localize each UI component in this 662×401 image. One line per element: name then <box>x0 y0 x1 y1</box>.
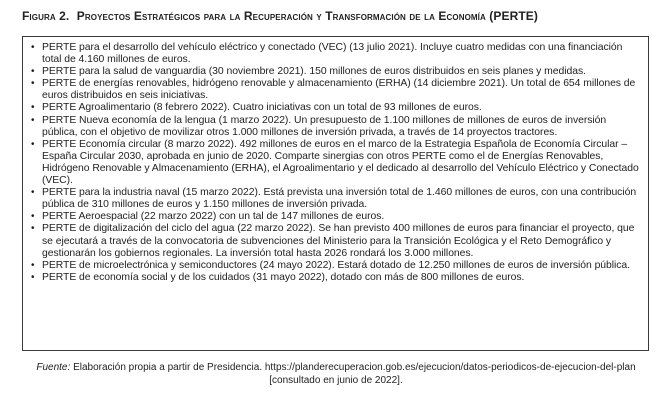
list-item <box>31 102 642 114</box>
list-item <box>31 223 642 259</box>
perte-list-box <box>22 36 649 351</box>
bullet-icon: • <box>31 102 35 114</box>
list-item-text: PERTE de energías renovables, hidrógeno renovable y almacenamiento (ERHA) (14 diciembre 2021). Un total de 654 millones de euros distribuidos en seis iniciativas. <box>42 78 636 102</box>
list-item-text: PERTE de microelectrónica y semiconductores (24 mayo 2022). Estará dotado de 12.250 millones de euros de inversión pública. <box>42 259 630 271</box>
source-text: Elaboración propia a partir de Presidencia. https://planderecuperacion.gob.es/ejecucion/datos-periodicos-de-ejecucion-del-plan [consultado en junio de 2022]. <box>73 362 636 386</box>
figure-title <box>22 9 652 23</box>
list-item <box>31 272 642 284</box>
bullet-icon: • <box>31 138 35 150</box>
bullet-icon: • <box>31 187 35 199</box>
list-item <box>31 260 642 272</box>
list-item <box>31 78 642 102</box>
list-item-text: PERTE de economía social y de los cuidados (31 mayo 2022), dotado con más de 800 millones de euros. <box>42 271 525 283</box>
source-label: Fuente: <box>36 362 71 373</box>
figure-title-text: Proyectos Estratégicos para la Recuperación y Transformación de la Economía (PERTE) <box>76 9 539 23</box>
list-item <box>31 115 642 139</box>
list-item-text: PERTE Aeroespacial (22 marzo 2022) con un tal de 147 millones de euros. <box>42 211 385 223</box>
list-item <box>31 211 642 223</box>
list-item-text: PERTE para la salud de vanguardia (30 noviembre 2021). 150 millones de euros distribuidos en seis planes y medidas. <box>42 66 586 78</box>
bullet-icon: • <box>31 66 35 78</box>
bullet-icon: • <box>31 78 35 90</box>
list-item <box>31 187 642 211</box>
bullet-icon: • <box>31 211 35 223</box>
list-item-text: PERTE Economía circular (8 marzo 2022). 492 millones de euros en el marco de la Estrategia Española de Economía Circular – España Circular 2030, aprobada en junio de 2020. Comparte sinergias con otros PERTE como el de Energías Renovables, Hidrógeno Renovable y Almacenamiento (ERHA), el Agroalimentario y el dedicado al desarrollo del Vehículo Eléctrico y Conectado (VEC). <box>42 138 639 187</box>
list-item-text: PERTE para la industria naval (15 marzo 2022). Está prevista una inversión total de 1.460 millones de euros, con una contribución pública de 310 millones de euros y 1.150 millones de inversión privada. <box>42 187 637 211</box>
perte-list <box>31 42 642 284</box>
bullet-icon: • <box>31 259 35 271</box>
list-item <box>31 42 642 66</box>
bullet-icon: • <box>31 42 35 53</box>
list-item-text: PERTE de digitalización del ciclo del agua (22 marzo 2022). Se han previsto 400 millones de euros para financiar el proyecto, que se ejecutará a través de la convocatoria de subvenciones del Ministerio para la Transición Ecológica y el Reto Demográfico y gestionarán los gobiernos regionales. La inversión total hasta 2026 rondará los 3.000 millones. <box>42 223 635 259</box>
source-note <box>18 362 654 387</box>
list-item <box>31 139 642 187</box>
list-item-text: PERTE para el desarrollo del vehículo eléctrico y conectado (VEC) (13 julio 2021). Incluye cuatro medidas con una financiación total de 4.160 millones de euros. <box>42 42 623 66</box>
list-item-text: PERTE Agroalimentario (8 febrero 2022). Cuatro iniciativas con un total de 93 millones de euros. <box>42 102 482 114</box>
figure-label: Figura 2. <box>22 9 70 23</box>
list-item-text: PERTE Nueva economía de la lengua (1 marzo 2022). Un presupuesto de 1.100 millones de millones de euros de inversión pública, con el objetivo de movilizar otros 1.000 millones de inversión privada, a través de 14 proyectos tractores. <box>42 114 607 138</box>
list-item <box>31 66 642 78</box>
bullet-icon: • <box>31 271 35 283</box>
bullet-icon: • <box>31 114 35 126</box>
bullet-icon: • <box>31 223 35 235</box>
